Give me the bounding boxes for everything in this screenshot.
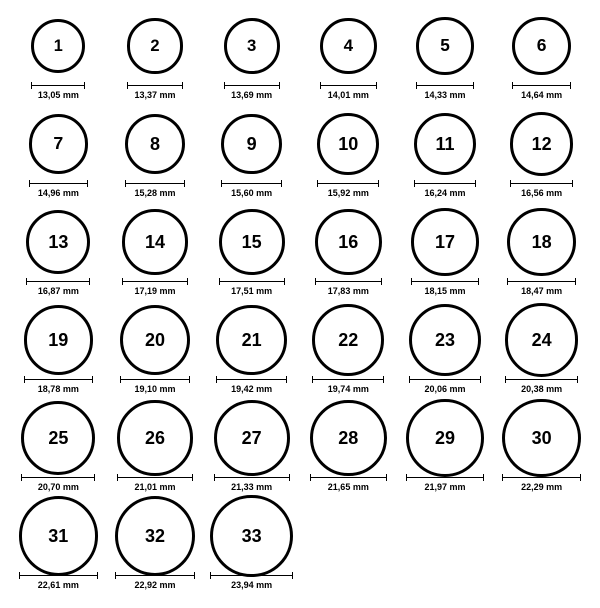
ring-diameter-caliper bbox=[125, 180, 185, 187]
ring-circle bbox=[210, 495, 293, 578]
ring-diameter-caliper bbox=[219, 278, 285, 285]
ring-circle-wrapper bbox=[315, 204, 382, 280]
ring-size-label: 19 bbox=[48, 329, 69, 350]
ring-size-chart bbox=[0, 8, 600, 608]
ring-diameter-label: 23,94 mm bbox=[231, 580, 273, 590]
ring-circle-wrapper bbox=[31, 8, 85, 84]
ring-circle bbox=[507, 208, 575, 276]
ring-diameter-label: 14,64 mm bbox=[521, 90, 563, 100]
ring-diameter-label: 22,92 mm bbox=[134, 580, 176, 590]
ring-diameter-label: 14,33 mm bbox=[424, 90, 466, 100]
ring-circle bbox=[127, 18, 182, 73]
ring-circle-wrapper bbox=[317, 106, 379, 182]
ring-circle bbox=[312, 304, 384, 376]
ring-diameter-caliper bbox=[29, 180, 88, 187]
ring-diameter-caliper bbox=[31, 82, 85, 89]
ring-diameter-caliper bbox=[312, 376, 384, 383]
ring-diameter-caliper bbox=[320, 82, 377, 89]
ring-measure bbox=[210, 572, 293, 590]
ring-circle-wrapper bbox=[29, 106, 88, 182]
ring-circle-wrapper bbox=[122, 204, 187, 280]
ring-size-label: 22 bbox=[338, 330, 359, 350]
ring-diameter-caliper bbox=[26, 278, 90, 285]
ring-diameter-label: 17,19 mm bbox=[134, 286, 176, 296]
ring-measure bbox=[312, 376, 384, 394]
ring-diameter-label: 21,33 mm bbox=[231, 482, 273, 492]
ring-cell[interactable] bbox=[10, 106, 107, 204]
ring-measure bbox=[507, 278, 575, 296]
ring-circle bbox=[122, 209, 187, 274]
ring-circle bbox=[411, 208, 479, 276]
ring-diameter-caliper bbox=[122, 278, 187, 285]
ring-diameter-caliper bbox=[409, 376, 482, 383]
ring-size-label: 30 bbox=[531, 428, 552, 448]
ring-measure bbox=[120, 376, 190, 394]
ring-cell[interactable] bbox=[107, 302, 204, 400]
ring-cell[interactable] bbox=[203, 8, 300, 106]
ring-diameter-caliper bbox=[502, 474, 580, 481]
ring-cell[interactable] bbox=[397, 302, 494, 400]
ring-cell[interactable] bbox=[10, 498, 107, 596]
ring-circle bbox=[502, 399, 580, 477]
ring-diameter-caliper bbox=[117, 474, 192, 481]
ring-cell[interactable] bbox=[397, 8, 494, 106]
ring-circle-wrapper bbox=[310, 400, 387, 476]
ring-circle bbox=[219, 209, 285, 275]
ring-diameter-label: 18,78 mm bbox=[37, 384, 79, 394]
ring-circle bbox=[510, 112, 573, 175]
ring-size-label: 20 bbox=[144, 330, 165, 350]
ring-measure bbox=[512, 82, 570, 100]
ring-cell[interactable] bbox=[107, 204, 204, 302]
ring-circle-wrapper bbox=[216, 302, 287, 378]
ring-circle bbox=[19, 496, 98, 575]
ring-circle-wrapper bbox=[21, 400, 95, 476]
ring-circle bbox=[317, 113, 379, 175]
ring-cell[interactable] bbox=[300, 8, 397, 106]
ring-measure bbox=[24, 376, 93, 394]
ring-size-label: 12 bbox=[531, 134, 552, 154]
ring-measure bbox=[21, 474, 95, 492]
ring-diameter-label: 17,51 mm bbox=[231, 286, 273, 296]
ring-cell[interactable] bbox=[397, 204, 494, 302]
ring-circle-wrapper bbox=[505, 302, 578, 378]
ring-cell[interactable] bbox=[10, 302, 107, 400]
ring-circle-wrapper bbox=[125, 106, 185, 182]
ring-measure bbox=[502, 474, 580, 492]
ring-cell[interactable] bbox=[203, 400, 300, 498]
ring-diameter-caliper bbox=[507, 278, 575, 285]
ring-measure bbox=[416, 82, 474, 100]
ring-measure bbox=[320, 82, 377, 100]
ring-circle-wrapper bbox=[406, 400, 484, 476]
ring-circle bbox=[221, 114, 282, 175]
ring-measure bbox=[214, 474, 290, 492]
ring-diameter-caliper bbox=[510, 180, 573, 187]
ring-diameter-label: 15,60 mm bbox=[231, 188, 273, 198]
ring-cell[interactable] bbox=[10, 8, 107, 106]
ring-diameter-caliper bbox=[221, 180, 282, 187]
ring-circle bbox=[31, 19, 85, 73]
ring-measure bbox=[125, 180, 185, 198]
ring-measure bbox=[224, 82, 280, 100]
ring-circle-wrapper bbox=[512, 8, 570, 84]
ring-measure bbox=[315, 278, 382, 296]
ring-circle bbox=[214, 400, 290, 476]
ring-grid bbox=[10, 8, 590, 596]
ring-diameter-label: 16,24 mm bbox=[424, 188, 466, 198]
ring-circle-wrapper bbox=[214, 400, 290, 476]
ring-measure bbox=[505, 376, 578, 394]
ring-circle bbox=[216, 305, 287, 376]
ring-size-label: 2 bbox=[150, 36, 160, 55]
ring-diameter-caliper bbox=[120, 376, 190, 383]
ring-circle-wrapper bbox=[115, 498, 195, 574]
ring-size-label: 33 bbox=[241, 526, 262, 546]
ring-cell[interactable] bbox=[10, 204, 107, 302]
ring-size-label: 25 bbox=[48, 428, 69, 448]
ring-diameter-caliper bbox=[127, 82, 182, 89]
ring-diameter-caliper bbox=[317, 180, 379, 187]
ring-diameter-label: 21,97 mm bbox=[424, 482, 466, 492]
ring-circle bbox=[21, 401, 95, 475]
ring-size-label: 1 bbox=[53, 36, 63, 55]
ring-cell[interactable] bbox=[203, 106, 300, 204]
ring-circle bbox=[115, 496, 195, 576]
ring-circle-wrapper bbox=[312, 302, 384, 378]
ring-circle-wrapper bbox=[221, 106, 282, 182]
ring-diameter-caliper bbox=[505, 376, 578, 383]
ring-size-label: 7 bbox=[53, 133, 64, 154]
ring-diameter-caliper bbox=[216, 376, 287, 383]
ring-cell[interactable] bbox=[493, 400, 590, 498]
ring-size-label: 8 bbox=[149, 134, 160, 154]
ring-size-label: 32 bbox=[144, 526, 165, 546]
ring-size-label: 4 bbox=[343, 36, 354, 56]
ring-diameter-label: 14,01 mm bbox=[327, 90, 369, 100]
ring-diameter-caliper bbox=[416, 82, 474, 89]
ring-size-label: 18 bbox=[531, 231, 552, 252]
ring-circle bbox=[409, 304, 482, 377]
ring-size-label: 6 bbox=[536, 35, 547, 56]
ring-diameter-caliper bbox=[315, 278, 382, 285]
ring-cell[interactable] bbox=[203, 204, 300, 302]
ring-diameter-label: 22,29 mm bbox=[521, 482, 563, 492]
ring-measure bbox=[317, 180, 379, 198]
ring-diameter-label: 20,06 mm bbox=[424, 384, 466, 394]
ring-circle-wrapper bbox=[210, 498, 293, 574]
ring-measure bbox=[411, 278, 479, 296]
ring-circle bbox=[315, 209, 382, 276]
ring-diameter-label: 21,01 mm bbox=[134, 482, 176, 492]
ring-diameter-label: 18,47 mm bbox=[521, 286, 563, 296]
ring-diameter-caliper bbox=[115, 572, 195, 579]
ring-circle bbox=[406, 399, 484, 477]
ring-circle-wrapper bbox=[414, 106, 477, 182]
ring-diameter-label: 13,05 mm bbox=[37, 90, 79, 100]
ring-diameter-caliper bbox=[411, 278, 479, 285]
ring-circle-wrapper bbox=[224, 8, 280, 84]
ring-size-label: 9 bbox=[246, 133, 257, 154]
ring-measure bbox=[219, 278, 285, 296]
ring-circle-wrapper bbox=[411, 204, 479, 280]
ring-circle bbox=[29, 114, 88, 173]
ring-cell[interactable] bbox=[493, 302, 590, 400]
ring-circle-wrapper bbox=[19, 498, 98, 574]
ring-size-label: 16 bbox=[338, 231, 359, 252]
ring-measure bbox=[117, 474, 192, 492]
ring-measure bbox=[26, 278, 90, 296]
ring-measure bbox=[409, 376, 482, 394]
ring-circle bbox=[26, 210, 90, 274]
ring-circle bbox=[125, 114, 185, 174]
ring-size-label: 3 bbox=[246, 35, 257, 55]
ring-diameter-caliper bbox=[24, 376, 93, 383]
ring-cell[interactable] bbox=[493, 8, 590, 106]
ring-diameter-label: 13,69 mm bbox=[231, 90, 273, 100]
ring-cell[interactable] bbox=[300, 302, 397, 400]
ring-cell[interactable] bbox=[493, 204, 590, 302]
ring-diameter-label: 15,28 mm bbox=[134, 188, 176, 198]
ring-measure bbox=[510, 180, 573, 198]
ring-circle bbox=[117, 400, 192, 475]
ring-measure bbox=[414, 180, 477, 198]
ring-measure bbox=[29, 180, 88, 198]
ring-circle-wrapper bbox=[409, 302, 482, 378]
ring-diameter-label: 13,37 mm bbox=[134, 90, 176, 100]
ring-measure bbox=[221, 180, 282, 198]
ring-diameter-label: 21,65 mm bbox=[327, 482, 369, 492]
ring-diameter-label: 16,87 mm bbox=[37, 286, 79, 296]
ring-diameter-caliper bbox=[214, 474, 290, 481]
ring-circle-wrapper bbox=[510, 106, 573, 182]
ring-size-label: 14 bbox=[144, 232, 165, 252]
ring-diameter-label: 22,61 mm bbox=[37, 580, 79, 590]
ring-diameter-label: 19,42 mm bbox=[231, 384, 273, 394]
ring-diameter-caliper bbox=[210, 572, 293, 579]
ring-size-label: 15 bbox=[241, 232, 262, 252]
ring-size-label: 13 bbox=[48, 232, 69, 252]
ring-measure bbox=[310, 474, 387, 492]
ring-diameter-label: 20,38 mm bbox=[521, 384, 563, 394]
ring-cell[interactable] bbox=[300, 400, 397, 498]
ring-size-label: 29 bbox=[434, 428, 455, 448]
ring-size-label: 27 bbox=[241, 428, 262, 448]
ring-circle-wrapper bbox=[120, 302, 190, 378]
ring-diameter-label: 14,96 mm bbox=[37, 188, 79, 198]
ring-cell[interactable] bbox=[493, 106, 590, 204]
ring-diameter-caliper bbox=[19, 572, 98, 579]
ring-diameter-caliper bbox=[310, 474, 387, 481]
ring-measure bbox=[31, 82, 85, 100]
ring-cell[interactable] bbox=[203, 302, 300, 400]
ring-circle-wrapper bbox=[26, 204, 90, 280]
ring-size-label: 23 bbox=[434, 329, 455, 350]
ring-diameter-label: 19,10 mm bbox=[134, 384, 176, 394]
ring-circle bbox=[320, 18, 377, 75]
ring-diameter-label: 19,74 mm bbox=[327, 384, 369, 394]
ring-diameter-label: 17,83 mm bbox=[327, 286, 369, 296]
ring-circle bbox=[120, 305, 190, 375]
ring-cell[interactable] bbox=[107, 498, 204, 596]
ring-diameter-caliper bbox=[512, 82, 570, 89]
ring-circle-wrapper bbox=[502, 400, 580, 476]
ring-measure bbox=[127, 82, 182, 100]
ring-cell[interactable] bbox=[300, 106, 397, 204]
ring-diameter-caliper bbox=[406, 474, 484, 481]
ring-size-label: 17 bbox=[434, 231, 455, 252]
ring-size-label: 10 bbox=[338, 133, 359, 154]
ring-measure bbox=[216, 376, 287, 394]
ring-circle bbox=[310, 400, 387, 477]
ring-measure bbox=[115, 572, 195, 590]
ring-cell[interactable] bbox=[107, 106, 204, 204]
ring-diameter-label: 18,15 mm bbox=[424, 286, 466, 296]
ring-circle-wrapper bbox=[117, 400, 192, 476]
ring-cell[interactable] bbox=[107, 400, 204, 498]
ring-measure bbox=[122, 278, 187, 296]
ring-diameter-caliper bbox=[21, 474, 95, 481]
ring-measure bbox=[406, 474, 484, 492]
ring-diameter-label: 20,70 mm bbox=[37, 482, 79, 492]
ring-circle bbox=[505, 303, 578, 376]
ring-size-label: 26 bbox=[144, 428, 165, 448]
ring-size-label: 21 bbox=[241, 330, 262, 350]
ring-cell[interactable] bbox=[300, 204, 397, 302]
ring-circle bbox=[512, 17, 570, 75]
ring-cell[interactable] bbox=[397, 400, 494, 498]
ring-size-label: 5 bbox=[440, 35, 450, 56]
ring-circle-wrapper bbox=[507, 204, 575, 280]
ring-circle-wrapper bbox=[219, 204, 285, 280]
ring-circle-wrapper bbox=[24, 302, 93, 378]
ring-circle-wrapper bbox=[127, 8, 182, 84]
ring-circle bbox=[224, 18, 280, 74]
ring-size-label: 28 bbox=[338, 428, 359, 448]
ring-circle bbox=[414, 113, 477, 176]
ring-circle bbox=[24, 305, 93, 374]
ring-circle-wrapper bbox=[320, 8, 377, 84]
ring-cell[interactable] bbox=[107, 8, 204, 106]
ring-circle bbox=[416, 17, 474, 75]
ring-diameter-caliper bbox=[224, 82, 280, 89]
ring-circle-wrapper bbox=[416, 8, 474, 84]
ring-measure bbox=[19, 572, 98, 590]
ring-size-label: 31 bbox=[48, 526, 69, 546]
ring-size-label: 11 bbox=[435, 133, 455, 154]
ring-diameter-label: 15,92 mm bbox=[327, 188, 369, 198]
ring-diameter-caliper bbox=[414, 180, 477, 187]
ring-cell[interactable] bbox=[203, 498, 300, 596]
ring-cell[interactable] bbox=[397, 106, 494, 204]
ring-diameter-label: 16,56 mm bbox=[521, 188, 563, 198]
ring-size-label: 24 bbox=[531, 329, 552, 350]
ring-cell[interactable] bbox=[10, 400, 107, 498]
